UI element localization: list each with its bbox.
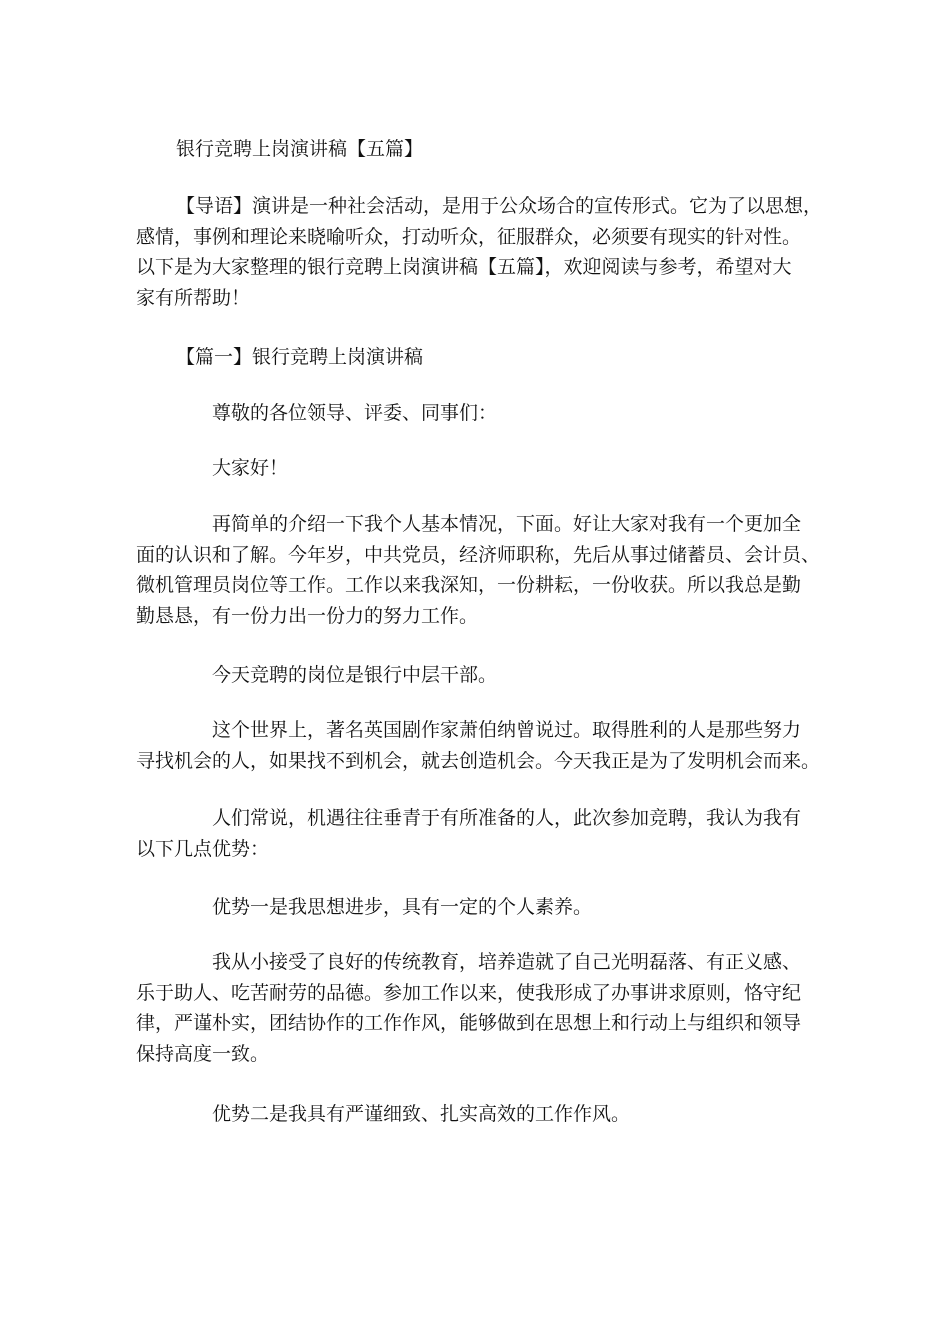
text-line: 家有所帮助！ [136,286,251,309]
text-line: 乐于助人、吃苦耐劳的品德。参加工作以来，使我形成了办事讲求原则，恪守纪 [136,981,802,1004]
text-line: 优势一是我思想进步，具有一定的个人素养。 [212,896,593,918]
text-line: 寻找机会的人，如果找不到机会，就去创造机会。今天我正是为了发明机会而来。 [136,749,821,772]
text-line: 感情，事例和理论来晓喻听众，打动听众，征服群众，必须要有现实的针对性。 [136,225,802,248]
text-line: 以下是为大家整理的银行竞聘上岗演讲稿【五篇】，欢迎阅读与参考，希望对大 [136,256,792,278]
body-paragraph [136,509,826,631]
body-paragraph [136,660,826,691]
body-paragraph [136,892,826,923]
document-title: 银行竞聘上岗演讲稿【五篇】 [176,138,424,160]
body-paragraph [136,947,826,1069]
body-paragraph [136,803,826,864]
intro-paragraph [136,191,826,313]
text-line: 律，严谨朴实，团结协作的工作作风，能够做到在思想上和行动上与组织和领导 [136,1012,802,1034]
section-heading: 【篇一】银行竞聘上岗演讲稿 [176,346,424,368]
text-line: 我从小接受了良好的传统教育，培养造就了自己光明磊落、有正义感、 [212,951,802,973]
text-line: 【导语】演讲是一种社会活动，是用于公众场合的宣传形式。它为了以思想， [176,195,823,217]
text-line: 勤恳恳，有一份力出一份力的努力工作。 [136,604,479,627]
text-line: 人们常说，机遇往往垂青于有所准备的人，此次参加竞聘，我认为我有 [212,807,802,829]
text-line: 微机管理员岗位等工作。工作以来我深知，一份耕耘，一份收获。所以我总是勤 [136,574,802,596]
text-line: 优势二是我具有严谨细致、扎实高效的工作作风。 [212,1103,631,1125]
body-paragraph [136,1099,826,1130]
salutation: 尊敬的各位领导、评委、同事们： [212,402,498,424]
text-line: 今天竞聘的岗位是银行中层干部。 [212,664,498,686]
text-line: 这个世界上，著名英国剧作家萧伯纳曾说过。取得胜利的人是那些努力 [212,719,802,741]
greeting: 大家好！ [212,457,289,479]
body-paragraph [136,715,826,776]
text-line: 面的认识和了解。今年岁，中共党员，经济师职称，先后从事过储蓄员、会计员、 [136,543,821,566]
text-line: 保持高度一致。 [136,1042,270,1065]
text-line: 再简单的介绍一下我个人基本情况，下面。好让大家对我有一个更加全 [212,513,802,535]
text-line: 以下几点优势： [136,837,270,860]
